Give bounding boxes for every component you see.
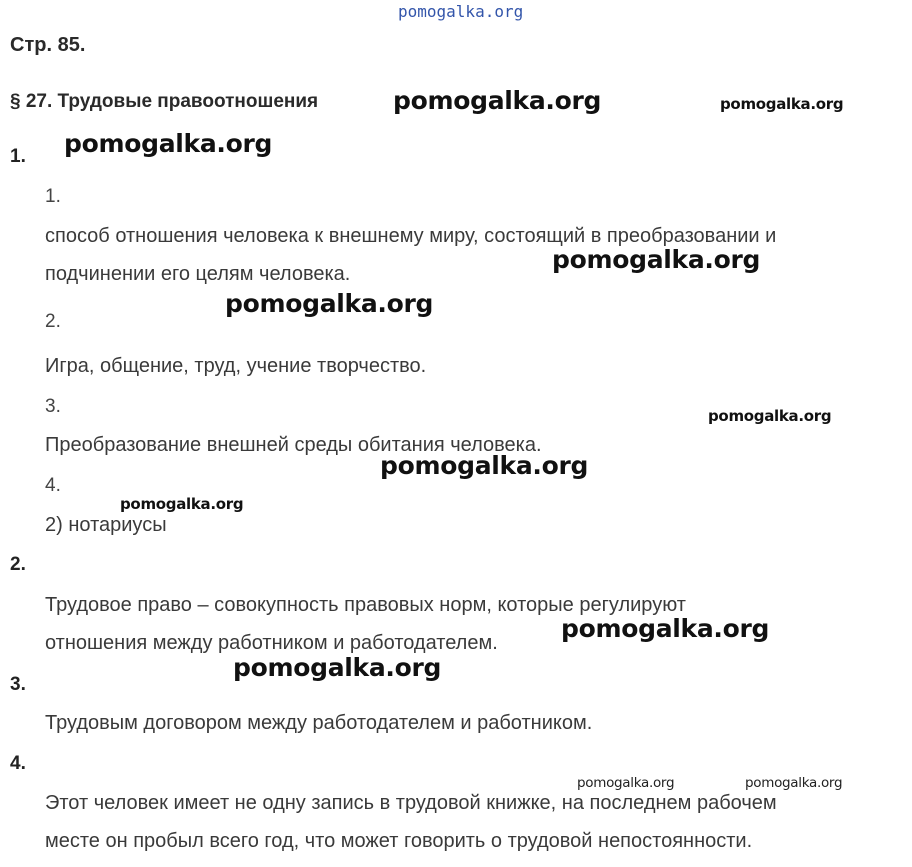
watermark: pomogalka.org <box>64 129 273 158</box>
watermark: pomogalka.org <box>561 614 770 643</box>
watermark: pomogalka.org <box>745 775 843 791</box>
item-number-1: 1. <box>10 146 26 167</box>
watermark: pomogalka.org <box>720 95 844 113</box>
answer-1-4: 2) нотариусы <box>45 514 167 536</box>
answer-3: Трудовым договором между работодателем и работником. <box>45 712 593 734</box>
answer-1-1-line-2: подчинении его целям человека. <box>45 263 351 285</box>
answer-4-line-1: Этот человек имеет не одну запись в трудовой книжке, на последнем рабочем <box>45 792 777 814</box>
watermark: pomogalka.org <box>577 775 675 791</box>
watermark: pomogalka.org <box>380 451 589 480</box>
answer-4-line-2: месте он пробыл всего год, что может говорить о трудовой непостоянности. <box>45 830 753 852</box>
sub-number-2: 2. <box>45 311 61 332</box>
watermark: pomogalka.org <box>552 245 761 274</box>
answer-1-2: Игра, общение, труд, учение творчество. <box>45 355 427 377</box>
answer-1-1-line-1: способ отношения человека к внешнему миру, состоящий в преобразовании и <box>45 225 777 247</box>
watermark: pomogalka.org <box>708 407 832 425</box>
page-label: Стр. 85. <box>10 34 86 56</box>
watermark: pomogalka.org <box>393 86 602 115</box>
item-number-4: 4. <box>10 753 26 774</box>
item-number-3: 3. <box>10 674 26 695</box>
watermark: pomogalka.org <box>225 289 434 318</box>
watermark: pomogalka.org <box>120 495 244 513</box>
sub-number-4: 4. <box>45 475 61 496</box>
sub-number-1: 1. <box>45 186 61 207</box>
answer-2-line-1: Трудовое право – совокупность правовых норм, которые регулируют <box>45 594 686 616</box>
watermark: pomogalka.org <box>233 653 442 682</box>
answer-1-3: Преобразование внешней среды обитания человека. <box>45 434 542 456</box>
item-number-2: 2. <box>10 554 26 575</box>
section-title: § 27. Трудовые правоотношения <box>10 91 319 112</box>
watermark-top: pomogalka.org <box>398 2 524 21</box>
sub-number-3: 3. <box>45 396 61 417</box>
answer-2-line-2: отношения между работником и работодателем. <box>45 632 498 654</box>
